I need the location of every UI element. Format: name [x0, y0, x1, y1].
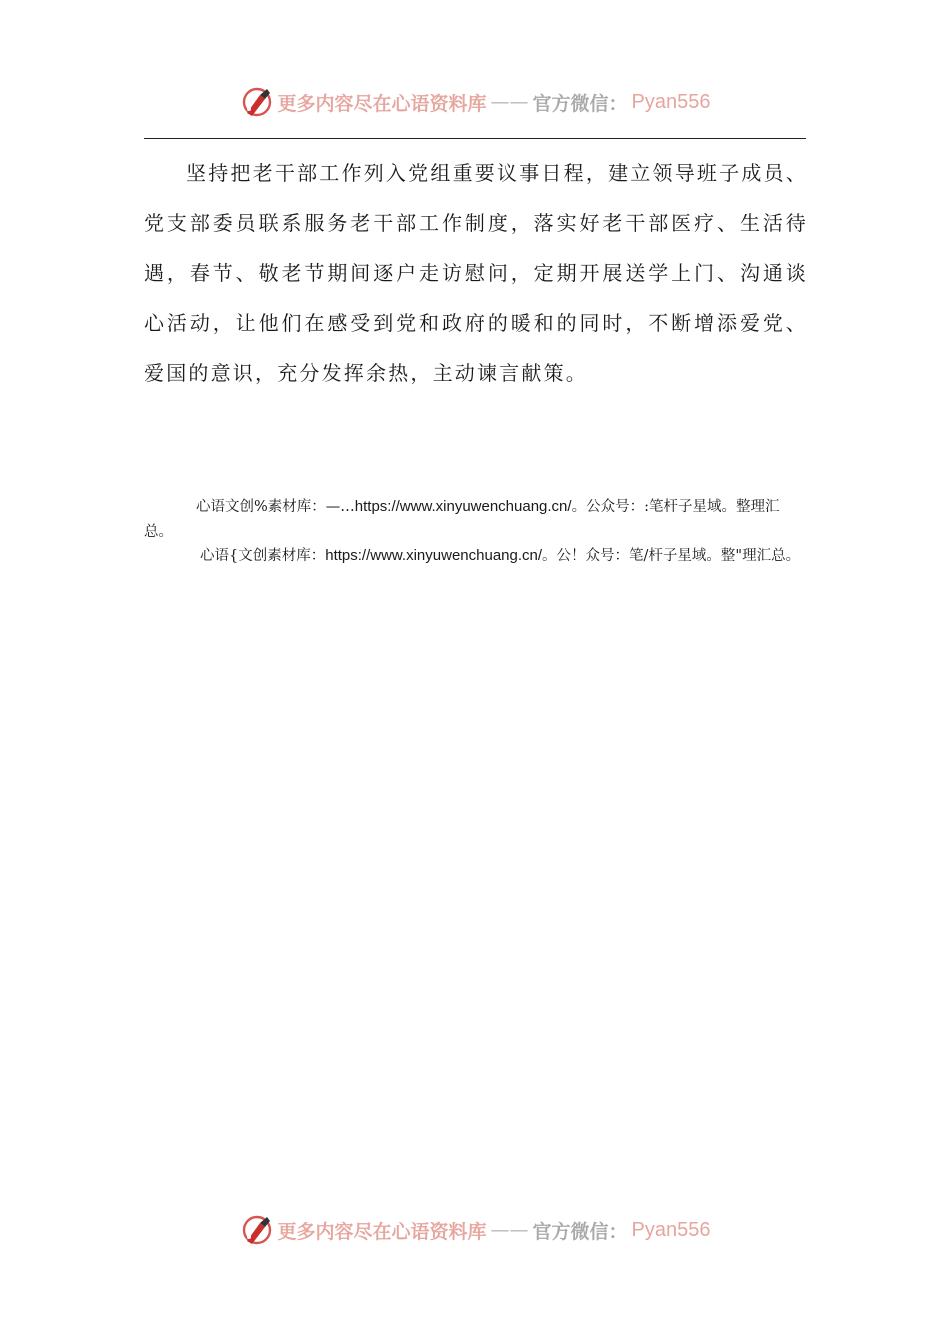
source-note-2-suffix: 。公！众号：笔/杆子星域。整"理汇总。	[542, 548, 801, 564]
footer-wechat-id: Pyan556	[631, 1218, 711, 1241]
source-note-2	[144, 543, 808, 569]
document-paragraph: 坚持把老干部工作列入党组重要议事日程，建立领导班子成员、党支部委员联系服务老干部工作制度，落实好老干部医疗、生活待遇，春节、敬老节期间逐户走访慰问，定期开展送学上门、沟通谈心活动，让他们在感受到党和政府的暖和的同时，不断增添爱党、爱国的意识，充分发挥余热，主动谏言献策。	[144, 161, 808, 385]
footer-dash: ——	[490, 1219, 529, 1241]
source-note-2-prefix: 心语{文创素材库：	[200, 548, 326, 564]
header-banner	[0, 80, 950, 124]
footer-banner	[0, 1208, 950, 1252]
source-note-2-url: https://www.xinyuwenchuang.cn/	[325, 547, 543, 564]
source-note-1	[144, 494, 808, 545]
source-note-1-url: https://www.xinyuwenchuang.cn/	[354, 498, 572, 515]
header-banner-content	[240, 85, 711, 119]
header-wechat-id: Pyan556	[631, 90, 711, 113]
header-brand-text: 更多内容尽在心语资料库	[277, 92, 487, 115]
header-divider	[144, 138, 806, 139]
pen-nib-circle-icon	[240, 85, 274, 119]
footer-banner-content	[240, 1213, 711, 1247]
header-dash: ——	[490, 91, 529, 113]
source-note-1-prefix: 心语文创%素材库：—…	[196, 499, 355, 515]
header-wechat-label: 官方微信：	[532, 92, 628, 115]
source-note-1-suffix: 。公众号：:笔杆子星域。整理汇总。	[144, 499, 780, 540]
footer-wechat-label: 官方微信：	[532, 1220, 628, 1243]
footer-brand-text: 更多内容尽在心语资料库	[277, 1220, 487, 1243]
pen-nib-circle-icon	[240, 1213, 274, 1247]
